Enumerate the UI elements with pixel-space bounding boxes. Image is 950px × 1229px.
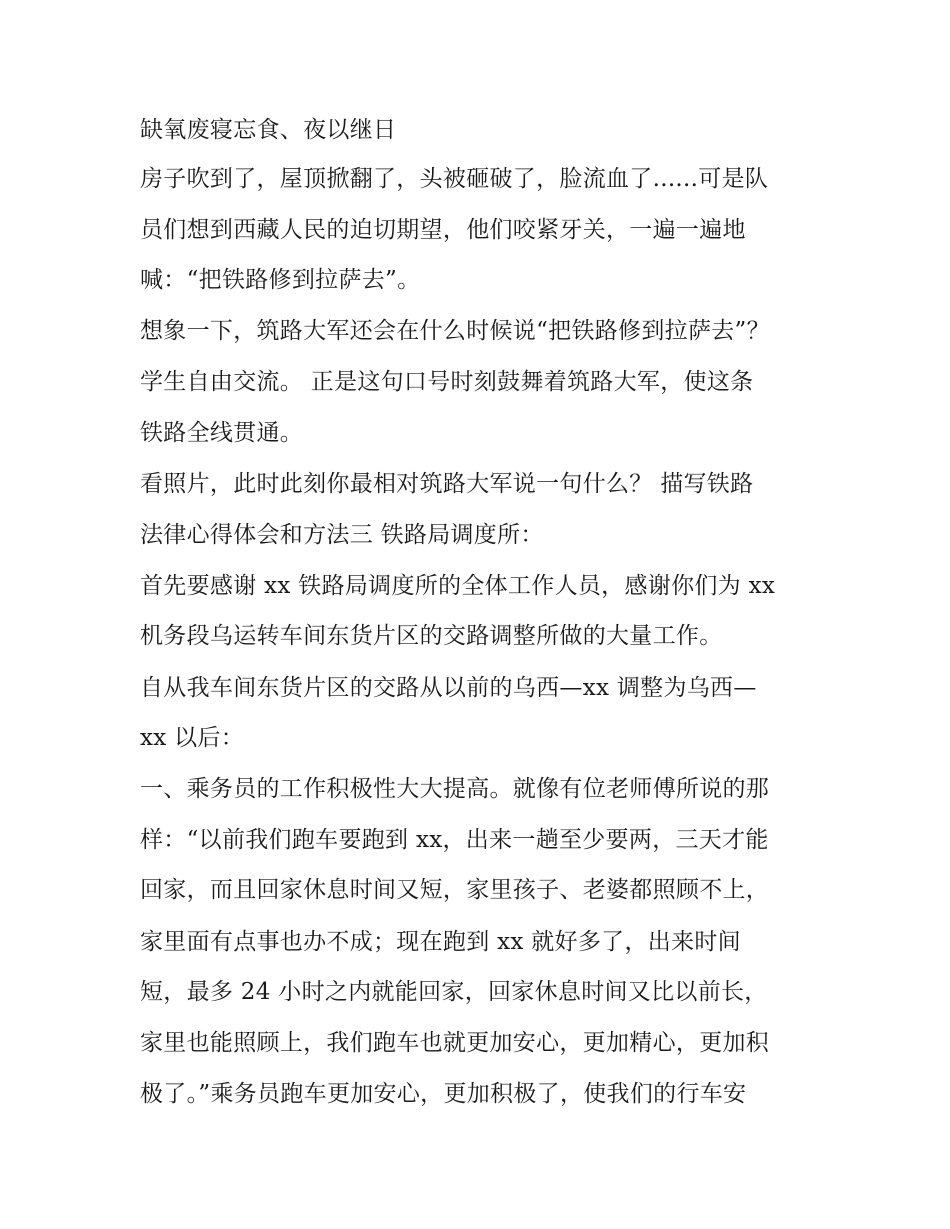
text-line: xx 以后：: [140, 725, 245, 751]
text-line: 家里面有点事也办不成；现在跑到 xx 就好多了，出来时间: [140, 929, 741, 955]
text-line: 自从我车间东货片区的交路从以前的乌西—xx 调整为乌西—: [140, 675, 757, 701]
text-line: 短，最多 24 小时之内就能回家，回家休息时间又比以前长，: [140, 979, 768, 1005]
text-line: 员们想到西藏人民的迫切期望，他们咬紧牙关，一遍一遍地: [140, 217, 746, 243]
text-line: 法律心得体会和方法三 铁路局调度所：: [140, 522, 544, 548]
text-line: 缺氧废寝忘食、夜以继日: [140, 117, 397, 143]
text-line: 喊：“把铁路修到拉萨去”。: [140, 267, 421, 293]
text-line: 回家，而且回家休息时间又短，家里孩子、老婆都照顾不上，: [140, 877, 770, 903]
text-line: 样：“以前我们跑车要跑到 xx，出来一趟至少要两，三天才能: [140, 827, 769, 853]
text-line: 机务段乌运转车间东货片区的交路调整所做的大量工作。: [140, 623, 723, 649]
text-line: 看照片，此时此刻你最相对筑路大军说一句什么？ 描写铁路: [140, 471, 754, 497]
text-line: 首先要感谢 xx 铁路局调度所的全体工作人员，感谢你们为 xx: [140, 573, 776, 599]
text-line: 家里也能照顾上，我们跑车也就更加安心，更加精心，更加积: [140, 1030, 770, 1056]
text-line: 学生自由交流。 正是这句口号时刻鼓舞着筑路大军，使这条: [140, 369, 754, 395]
text-line: 铁路全线贯通。: [140, 420, 304, 446]
text-line: 一、乘务员的工作积极性大大提高。就像有位老师傅所说的那: [140, 776, 770, 802]
text-line: 房子吹到了，屋顶掀翻了，头被砸破了，脸流血了......可是队: [140, 166, 769, 192]
text-line: 极了。”乘务员跑车更加安心，更加积极了，使我们的行车安: [140, 1081, 747, 1107]
text-line: 想象一下，筑路大军还会在什么时候说“把铁路修到拉萨去”？: [140, 318, 770, 344]
